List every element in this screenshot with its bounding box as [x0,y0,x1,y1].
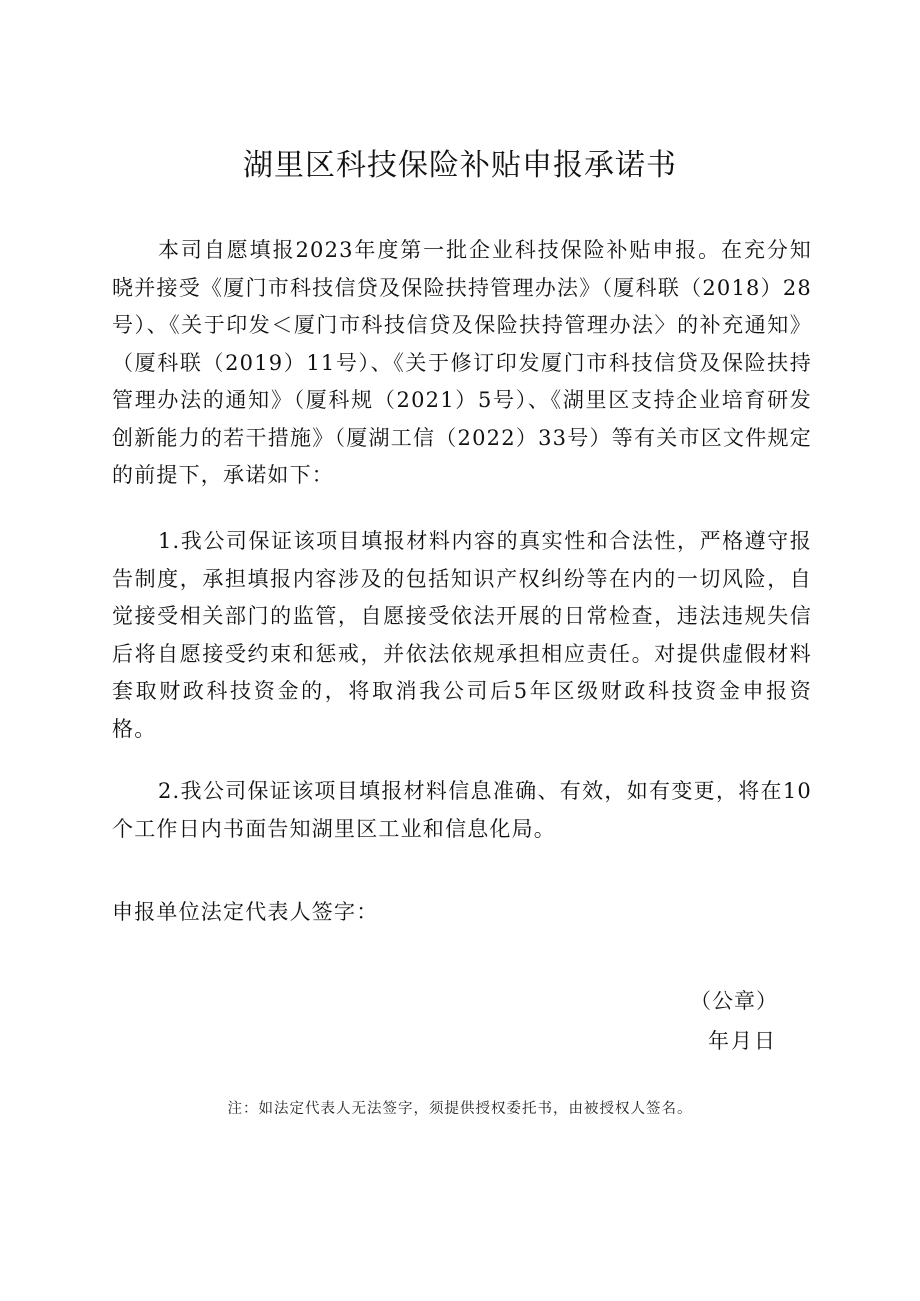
commitment-item-1: 1.我公司保证该项目填报材料内容的真实性和合法性，严格遵守报告制度，承担填报内容涉及的包括知识产权纠纷等在内的一切风险，自觉接受相关部门的监管，自愿接受依法开展的日常检查，违法违规失信后将自愿接受约束和惩戒，并依法依规承担相应责任。对提供虚假材料套取财政科技资金的，将取消我公司后5年区级财政科技资金申报资格。 [112,529,812,741]
commitment-item-2: 2.我公司保证该项目填报材料信息准确、有效，如有变更，将在10个工作日内书面告知湖里区工业和信息化局。 [112,779,812,841]
intro-paragraph: 本司自愿填报2023年度第一批企业科技保险补贴申报。在充分知晓并接受《厦门市科技信贷及保险扶持管理办法》（厦科联（2018）28号）、《关于印发＜厦门市科技信贷及保险扶持管理办法〉的补充通知》（厦科联（2019）11号）、《关于修订印发厦门市科技信贷及保险扶持管理办法的通知》（厦科规（2021）5号）、《湖里区支持企业培育研发创新能力的若干措施》（厦湖工信（2022）33号）等有关市区文件规定的前提下，承诺如下： [112,238,812,487]
signature-label: 申报单位法定代表人签字： [112,900,379,924]
document-title: 湖里区科技保险补贴申报承诺书 [243,148,677,183]
date-label: 年月日 [708,1029,777,1053]
seal-label: （公章） [690,989,778,1013]
footnote: 注：如法定代表人无法签字，须提供授权委托书，由被授权人签名。 [227,1101,693,1117]
